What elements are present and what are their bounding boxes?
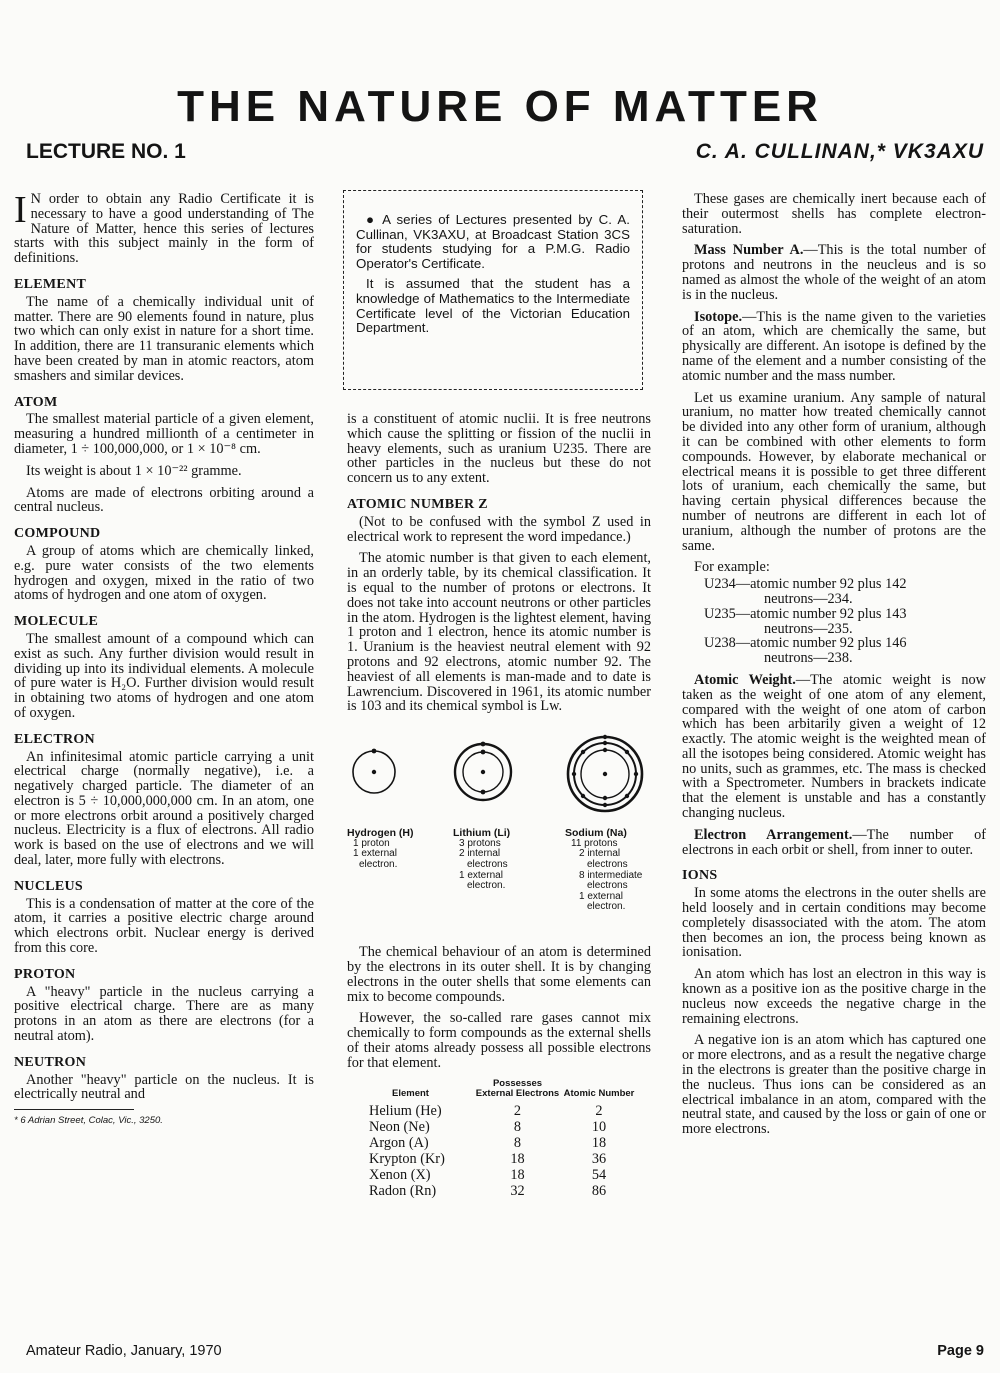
table-cell: Argon (A) [369,1134,429,1151]
paragraph-electron-arrangement [682,828,986,858]
paragraph-nucleus: This is a condensation of matter at the core of the atom, it carries a positive electric charge around which electrons orbit. Nuclear energy is derived from this core. [14,895,314,957]
page-number: Page 9 [937,1343,984,1359]
lithium-atom-icon [453,734,553,824]
table-cell: 8 [513,1134,522,1151]
table-cell: 54 [591,1166,607,1183]
intro-text: N order to obtain any Radio Certificate it is necessary to have a good understanding of The Nature of Matter, hence this series of lectures starts with this subject mainly in the form of definitions. [14,191,314,267]
atom-detail: 1 external [459,869,503,881]
heading-atom: ATOM [14,394,58,410]
atom-detail: electron. [587,901,626,913]
paragraph-isotope [682,310,986,384]
table-cell: 32 [510,1182,525,1199]
paragraph-atom-1: The smallest material particle of a given element, measuring a hundred millionth of a centimeter in diameter, 1 ÷ 100,000,000, or 1 × 10⁻⁸ cm. [14,411,314,457]
heading-electron: ELECTRON [14,731,95,747]
atom-detail: 1 external [353,848,397,860]
table-cell: 86 [591,1182,607,1199]
sodium-diagram [565,734,675,913]
atom-diagrams [347,734,651,939]
runin-mass-number: Mass Number A. [694,242,804,259]
table-cell: 18 [591,1134,607,1151]
heading-ions: IONS [682,868,718,884]
atom-detail: 2 internal [579,848,621,860]
table-cell: Krypton (Kr) [369,1150,445,1167]
author-byline: C. A. CULLINAN,* VK3AXU [695,140,984,163]
paragraph-neutron-cont: is a constituent of atomic nuclii. It is free neutrons which cause the splitting or fission of the nuclii in heavy elements, such as uranium U235. There are other particles in the nucleus but these do not concern us to any extent. [347,411,651,487]
example-line: neutrons—235. [764,620,853,637]
column-3 [682,192,986,1144]
table-cell: 18 [510,1166,525,1183]
atom-detail: 1 external [579,890,623,902]
atom-detail: electrons [467,858,508,870]
table-row [347,1119,637,1135]
heading-molecule: MOLECULE [14,614,99,630]
paragraph-atom-3: Atoms are made of electrons orbiting around a central nucleus. [14,484,314,516]
atom-name: Lithium (Li) [453,827,511,840]
mass-number-text: —This is the total number of protons and neutrons in the neucleus and is so named as almost the whole of the weight of an atom is in the nucleus. [682,242,986,303]
paragraph-gases: These gases are chemically inert because each of their outermost shells has complete electron-saturation. [682,191,986,237]
isotope-text: —This is the name given to the varieties of an atom, which are chemically the same, but physically are different. An isotope is defined by the name of the element and a number consisting of the atomic number and the mass number. [682,308,986,384]
paragraph-uranium: Let us examine uranium. Any sample of natural uranium, no matter how treated chemically cannot be divided into any other form of uranium, although it can be combined with other elements to form compounds. However, by elaborate mechanical or electrical means it is possible to get three different lots of uranium, each chemically the same, but having certain physical differences because the number of neutrons are different in each lot of uranium, although the number of protons are the same. [682,389,986,554]
table-cell: 36 [591,1150,607,1167]
column-2 [347,412,651,1199]
heading-element: ELEMENT [14,276,87,292]
table-row [347,1183,637,1199]
atom-name: Hydrogen (H) [347,827,414,840]
box-paragraph-1 [356,213,630,271]
column-header: Element [392,1087,429,1099]
lithium-diagram [453,734,563,892]
hydrogen-diagram [347,734,457,870]
atom-detail: electron. [467,880,506,892]
column-header: Possesses External Electrons [475,1077,560,1099]
paragraph-neutron: Another "heavy" particle on the nucleus. It is electrically neutral and [14,1071,314,1103]
table-cell: Helium (He) [369,1102,442,1119]
paragraph-atomic-2: The atomic number is that given to each element, in an orderly table, by its chemical classification. It is equal to the number of protons or electrons. It does not take into account neutrons or other particles in the atom. Hydrogen is the lightest element, having 1 proton and 1 electron, hence its atomic number is 1. Uranium is the heaviest neutral element with 92 protons and 92 electrons, atomic number 92. The heaviest of all elements is man-made and to date is Lawrencium. Discovered in 1961, its atomic number is 103 and its chemical symbol is Lw. [347,550,651,715]
table-cell: 10 [591,1118,607,1135]
example-line: neutrons—234. [764,590,853,607]
table-header-row [347,1078,637,1103]
footnote: * 6 Adrian Street, Colac, Vic., 3250. [14,1109,134,1129]
table-cell: 8 [513,1118,522,1135]
atom-detail: 1 proton [353,837,390,849]
box-paragraph-2: It is assumed that the student has a knowledge of Mathematics to the Intermediate Certificate level of the Victorian Education Department. [356,276,630,336]
paragraph-mass-number [682,243,986,302]
example-intro: For example: [694,559,770,576]
table-row [347,1151,637,1167]
intro-paragraph [14,189,314,267]
lecture-label: LECTURE NO. 1 [26,140,186,163]
example-line: U234—atomic number 92 plus 142 [704,576,907,593]
article-title: THE NATURE OF MATTER [177,82,823,131]
paragraph-element: The name of a chemically individual unit of matter. There are 90 elements found in nature, plus two which can only exist in nature for a short time. In addition, there are 11 transuranic elements which have been created by man in atomic reactors, atom smashers and similar devices. [14,293,314,384]
paragraph-ions-1: In some atoms the electrons in the outer shells are held loosely and in certain conditions may become completely disassociated with the atom. The atom then becomes an ion, the process being known as ionisation. [682,885,986,961]
heading-atomic-number: ATOMIC NUMBER Z [347,496,488,512]
paragraph-ions-2: An atom which has lost an electron in this way is known as a positive ion as the positive charge in the nucleus now exceeds the negative charge in the remaining electrons. [682,966,986,1027]
hydrogen-atom-icon [347,734,447,824]
paragraph-proton: A "heavy" particle in the nucleus carrying a positive electrical charge. There are as many protons in an atom as there are electrons (for a neutral atom). [14,983,314,1045]
column-header: Atomic Number [563,1087,635,1099]
table-cell: Radon (Rn) [369,1182,437,1199]
atom-detail: 2 internal [459,848,501,860]
drop-cap: I [14,189,27,231]
paragraph-ions-3: A negative ion is an atom which has captured one or more electrons, and as a result the negative charge in the electrons is greater than the positive charge in the nucleus. Thus ions can be considered as an electrical imbalance in an atom, compared with the neutral state, and caused by the loss or gain of one or more electrons. [682,1032,986,1138]
paragraph-atomic-1: (Not to be confused with the symbol Z used in electrical work to represent the word impedance.) [347,513,651,545]
paragraph-molecule: The smallest amount of a compound which can exist as such. Any further division would result in dividing up into its individual elements. A molecule of pure water is H₂O. Further division would result in obtaining two atoms of hydrogen and one atom of oxygen. [14,630,314,721]
electron-arrangement-text: —The number of electrons in each orbit or shell, from inner to outer. [682,826,986,858]
table-cell: Neon (Ne) [369,1118,430,1135]
table-cell: Xenon (X) [369,1166,431,1183]
table-row [347,1103,637,1119]
heading-nucleus: NUCLEUS [14,878,84,894]
lecture-series-box [343,190,643,390]
atomic-weight-text: —The atomic weight is now taken as the weight of one atom of any element, compared with the weight of one atom of carbon which has been arbitarily given a weight of 12 exactly. The atomic weight is the weighted mean of all the isotopes being considered. Atomic weight has no units, such as grammes, etc. The mass is checked with a Spectrometer. Numbers in brackets indicate that the element is unstable and has a constantly changing nucleus. [682,671,986,822]
box-text-1: A series of Lectures presented by C. A. Cullinan, VK3AXU, at Broadcast Station 3CS for students studying for a P.M.G. Radio Operator's Certificate. [356,212,630,271]
paragraph-behaviour-2: However, the so-called rare gases cannot mix chemically to form compounds as the external shells of their atoms already possess all possible electrons for that element. [347,1010,651,1071]
publication-footer: Amateur Radio, January, 1970 [26,1343,222,1359]
paragraph-compound: A group of atoms which are chemically linked, e.g. pure water consists of the two elements hydrogen and oxygen, mixed in the ratio of two atoms of hydrogen and one atom of oxygen. [14,542,314,604]
bullet-icon: ● [366,212,377,227]
atom-detail: 3 protons [459,837,501,849]
table-row [347,1167,637,1183]
paragraph-electron: An infinitesimal atomic particle carrying a unit electrical charge (normally negative), i.e. a negatively charged particle. The diameter of an electron is 5 ÷ 10,000,000,000 cm. In an atom, one or more electrons orbit around a positively charged nucleus. Electricity is a flux of electrons. All radio work is based on the use of electrons and we will deal, later, more fully with electrons. [14,748,314,869]
heading-compound: COMPOUND [14,526,101,542]
example-line: neutrons—238. [764,650,853,667]
atom-detail: electrons [587,880,628,892]
heading-neutron: NEUTRON [14,1054,87,1070]
atom-detail: electron. [359,858,398,870]
atom-detail: 11 protons [571,837,618,849]
paragraph-atom-2: Its weight is about 1 × 10⁻²² gramme. [26,462,242,479]
table-cell: 18 [510,1150,525,1167]
table-cell: 2 [595,1102,603,1119]
heading-proton: PROTON [14,966,76,982]
runin-atomic-weight: Atomic Weight. [694,671,796,688]
table-row [347,1135,637,1151]
atom-detail: 8 intermediate [579,869,643,881]
atom-detail: electrons [587,858,628,870]
example-line: U238—atomic number 92 plus 146 [704,635,907,652]
runin-isotope: Isotope. [694,308,743,325]
paragraph-behaviour-1: The chemical behaviour of an atom is determined by the electrons in its outer shell. It is by changing electrons in the outer shells that some elements can mix to become compounds. [347,944,651,1005]
runin-electron-arrangement: Electron Arrangement. [694,826,853,843]
table-cell: 2 [513,1102,522,1119]
isotope-examples [682,577,986,666]
column-1 [14,189,314,1129]
rare-gases-table [347,1078,637,1199]
paragraph-atomic-weight [682,673,986,821]
sodium-atom-icon [565,734,665,824]
atom-name: Sodium (Na) [565,827,627,840]
example-line: U235—atomic number 92 plus 143 [704,605,907,622]
